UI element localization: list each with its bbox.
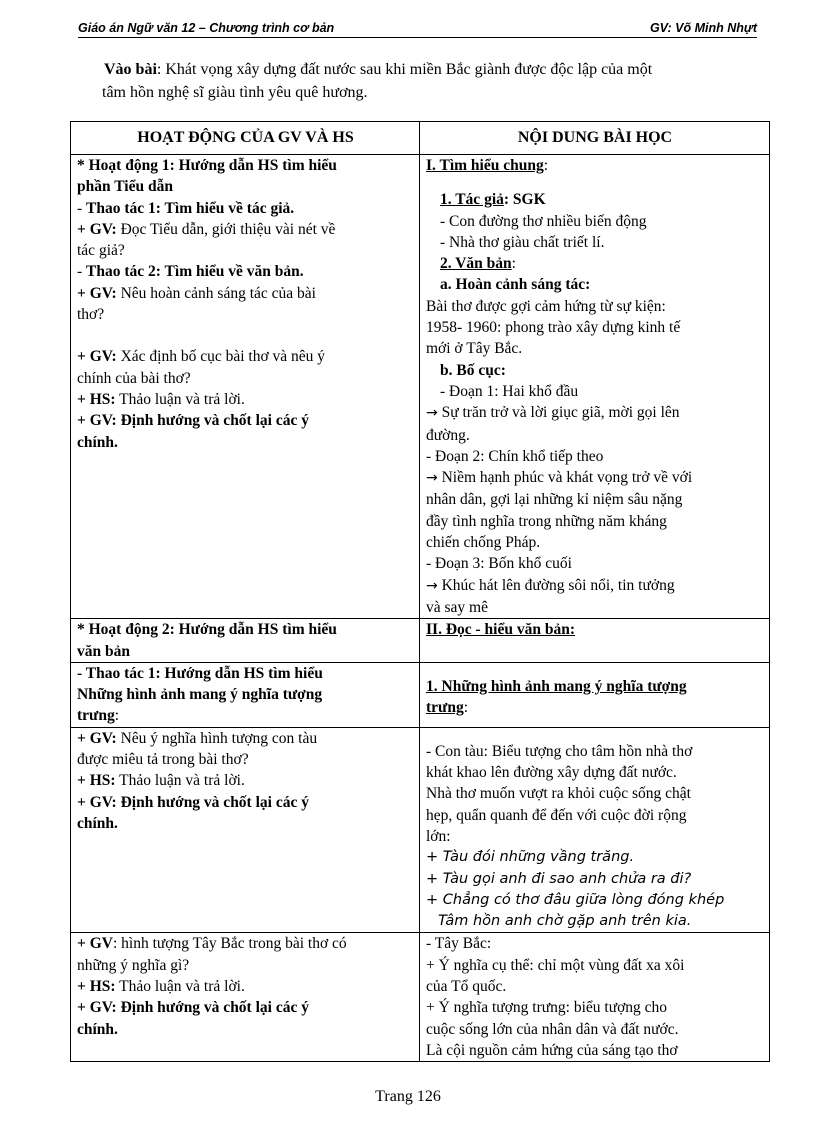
activity-cell-1 [71,155,420,619]
colon: : [511,255,516,273]
poem-quote: Tâm hồn anh chờ gặp anh trên kia. [438,913,692,930]
table-row [71,155,770,619]
gv-label: + GV [77,935,113,953]
context-line: Bài thơ được gợi cảm hứng từ sự kiện: [426,297,666,315]
intro-text-line2: tâm hồn nghệ sĩ giàu tình yêu quê hương. [102,84,368,101]
page-header [78,19,757,38]
activity-1-title-cont: phần Tiểu dẫn [77,178,173,196]
symbolic-images-heading-cont: trưng [426,699,464,717]
gv-label: + GV: [77,220,117,238]
content-cell-5 [420,933,770,1062]
ship-meaning-cont: Nhà thơ muốn vượt ra khỏi cuộc sống chật [426,785,691,803]
gv-label: + GV: [77,284,117,302]
colon: : [463,699,469,717]
context-line: mới ở Tây Bắc. [426,340,523,358]
gv-question: Đọc Tiểu dẫn, giới thiệu vài nét về [116,220,336,238]
gv-conclusion: + GV: Định hướng và chốt lại các ý [77,793,309,811]
activity-cell-2 [71,619,420,663]
task-dash: - [77,199,87,217]
task-3-title-end: trưng [77,707,115,725]
northwest-heading: - Tây Bắc: [426,935,492,953]
gv-question-cont: chính của bài thơ? [77,369,191,387]
ship-meaning-cont: khát khao lên đường xây dựng đất nước. [426,764,677,782]
colon: : [114,707,120,725]
table-row [71,727,770,933]
poem-quote: + Tàu đói những vầng trăng. [426,849,635,866]
task-2-text: Thao tác 2: Tìm hiểu về văn bản. [86,263,304,281]
intro-paragraph [104,58,766,104]
activity-cell-3 [71,662,420,727]
part-2: - Đoạn 2: Chín khổ tiếp theo [426,447,604,465]
lesson-table [70,121,770,1062]
table-row [71,933,770,1062]
part-3-desc-cont: và say mê [426,598,488,616]
context-line: 1958- 1960: phong trào xây dựng kinh tế [426,319,681,337]
gv-label: + GV: [77,348,117,366]
text-heading: 2. Văn bản [440,255,512,273]
author-heading: 1. Tác giả [440,191,504,209]
gv-conclusion-cont: chính. [77,814,118,832]
header-teacher: GV: Võ Minh Nhựt [649,21,757,35]
northwest-literal-cont: của Tổ quốc. [426,977,507,995]
hs-answer: Thảo luận và trả lời. [115,390,245,408]
gv-conclusion: + GV: Định hướng và chốt lại các ý [77,999,309,1017]
part-1: - Đoạn 1: Hai khổ đầu [440,382,579,400]
poem-quote: + Tàu gọi anh đi sao anh chửa ra đi? [426,870,692,887]
gv-question-cont: tác giả? [77,242,125,260]
content-cell-1 [420,155,770,619]
task-3-title-cont: Những hình ảnh mang ý nghĩa tượng [77,686,323,704]
part-2-desc-cont: chiến chống Pháp. [426,534,541,552]
table-header-row [71,122,770,155]
ship-meaning-cont: hẹp, quẩn quanh để đến với cuộc đời rộng [426,806,687,824]
gv-question: Xác định bố cục bài thơ và nêu ý [116,348,326,366]
task-1-author: Thao tác 1: Tìm hiểu về tác giả. [86,199,295,217]
content-cell-3 [420,662,770,727]
table-row [71,662,770,727]
author-ref: : SGK [503,191,546,209]
gv-question: Nêu ý nghĩa hình tượng con tàu [116,729,318,747]
part-3: - Đoạn 3: Bốn khổ cuối [426,555,572,573]
northwest-symbolic-cont: Là cội nguồn cảm hứng của sáng tạo thơ [426,1041,678,1059]
content-cell-2 [420,619,770,663]
content-cell-4 [420,727,770,933]
hs-answer: Thảo luận và trả lời. [115,772,245,790]
gv-question-cont: thơ? [77,306,105,324]
part-3-desc: Khúc hát lên đường sôi nổi, tin tưởng [437,576,675,594]
header-course-title: Giáo án Ngữ văn 12 – Chương trình cơ bản [78,21,335,35]
section-2-title: II. Đọc - hiểu văn bản: [426,621,575,639]
ship-meaning: - Con tàu: Biểu tượng cho tâm hồn nhà thơ [426,742,693,760]
part-1-desc-cont: đường. [426,426,470,444]
activity-2-title: * Hoạt động 2: Hướng dẫn HS tìm hiểu [77,621,337,639]
col-activities-header: HOẠT ĐỘNG CỦA GV VÀ HS [71,122,420,155]
symbolic-images-heading: 1. Những hình ảnh mang ý nghĩa tượng [426,677,687,695]
task-3-title: - Thao tác 1: Hướng dẫn HS tìm hiểu [77,664,323,682]
arrow-right-icon: → [426,577,438,594]
gv-conclusion-cont: chính. [77,1020,118,1038]
activity-cell-4 [71,727,420,933]
gv-conclusion: + GV: Định hướng và chốt lại các ý [77,412,309,430]
northwest-symbolic: + Ý nghĩa tượng trưng: biểu tượng cho [426,999,668,1017]
gv-question-cont: được miêu tả trong bài thơ? [77,751,249,769]
ship-meaning-cont: lớn: [426,827,451,845]
poem-quote: + Chẳng có thơ đâu giữa lòng đóng khép [426,891,725,908]
section-1-title: I. Tìm hiểu chung [426,157,544,174]
arrow-right-icon: → [426,470,438,487]
hs-label: + HS: [77,772,116,790]
structure-heading: b. Bố cục: [440,361,506,379]
context-heading: a. Hoàn cảnh sáng tác: [440,276,591,294]
part-1-desc: Sự trăn trở và lời giục giã, mời gọi lên [437,404,680,422]
part-2-desc: Niềm hạnh phúc và khát vọng trở về với [437,469,693,487]
author-point-1: - Con đường thơ nhiều biến động [440,212,647,230]
hs-label: + HS: [77,390,116,408]
northwest-literal: + Ý nghĩa cụ thể: chỉ một vùng đất xa xôi [426,956,685,974]
intro-text: : Khát vọng xây dựng đất nước sau khi miền Bắc giành được độc lập của một [156,61,653,78]
gv-label: + GV: [77,729,117,747]
gv-question: : hình tượng Tây Bắc trong bài thơ có [112,935,347,953]
part-2-desc-cont: đầy tình nghĩa trong những năm kháng [426,512,667,530]
colon: : [543,157,549,174]
activity-cell-5 [71,933,420,1062]
part-2-desc-cont: nhân dân, gợi lại những kỉ niệm sâu nặng [426,491,683,509]
col-content-header: NỘI DUNG BÀI HỌC [420,122,770,155]
task-dash: - [77,263,87,281]
gv-question: Nêu hoàn cảnh sáng tác của bài [116,284,316,302]
gv-conclusion-cont: chính. [77,433,118,451]
gv-question-cont: những ý nghĩa gì? [77,956,190,974]
page-number: Trang 126 [375,1088,441,1105]
intro-label: Vào bài [104,61,157,78]
activity-2-title-cont: văn bản [77,642,130,660]
hs-label: + HS: [77,977,116,995]
activity-1-title: * Hoạt động 1: Hướng dẫn HS tìm hiểu [77,157,337,174]
arrow-right-icon: → [426,405,438,422]
author-point-2: - Nhà thơ giàu chất triết lí. [440,233,605,251]
northwest-symbolic-cont: cuộc sống lớn của nhân dân và đất nước. [426,1020,679,1038]
hs-answer: Thảo luận và trả lời. [115,977,245,995]
table-row [71,619,770,663]
